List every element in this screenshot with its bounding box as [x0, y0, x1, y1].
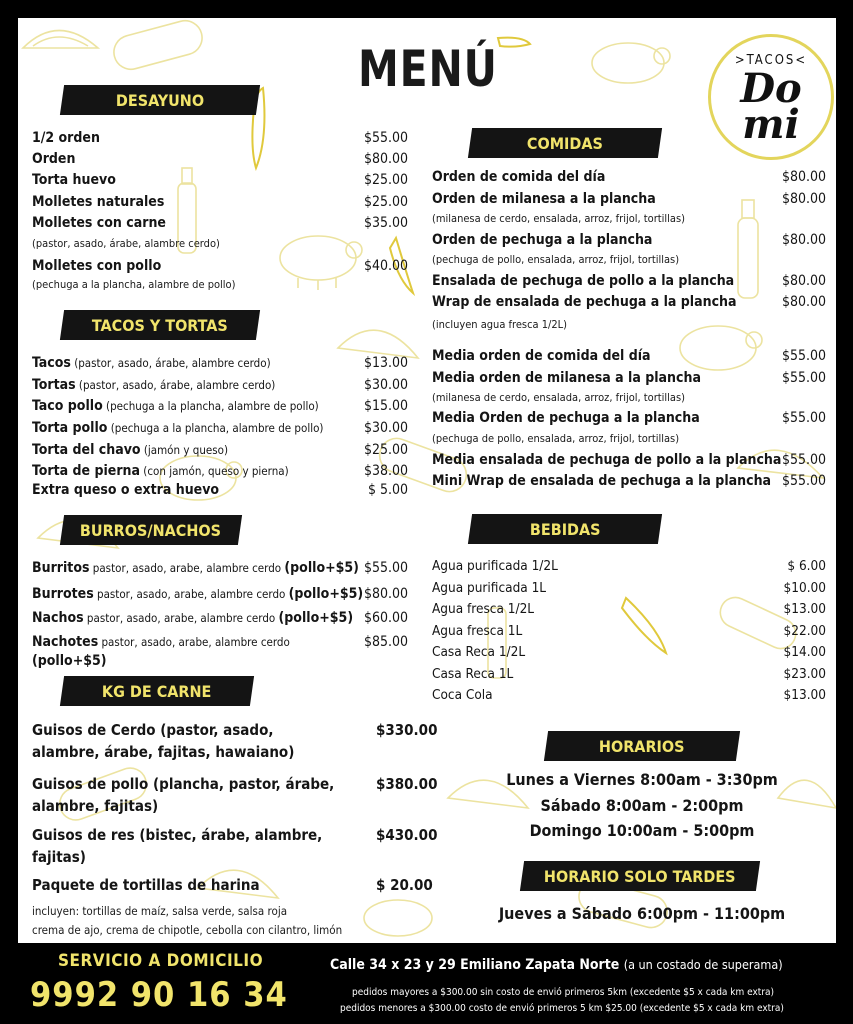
menu-item: Torta de pierna (con jamón, queso y pierna) $38.00	[32, 463, 408, 479]
page-title: MENÚ	[358, 40, 498, 98]
kg-note: crema de ajo, crema de chipotle, cebolla con cilantro, limón	[32, 923, 343, 937]
logo-line-2: mi	[742, 101, 800, 148]
section-heading-tacos-tortas: TACOS Y TORTAS	[60, 310, 260, 340]
menu-item: Taco pollo (pechuga a la plancha, alambre de pollo) $15.00	[32, 398, 408, 414]
menu-item: Casa Reca 1L $23.00	[432, 666, 826, 682]
item-note: (incluyen agua fresca 1/2L)	[432, 318, 568, 331]
menu-item: Casa Reca 1/2L $14.00	[432, 644, 826, 660]
tacos-domi-logo	[708, 34, 834, 160]
section-heading-bebidas: BEBIDAS	[468, 514, 662, 544]
menu-item: Burrotes pastor, asado, arabe, alambre cerdo (pollo+$5) $80.00	[32, 586, 408, 602]
section-heading-comidas: COMIDAS	[468, 128, 662, 158]
delivery-footer	[0, 943, 853, 1024]
item-note: (milanesa de cerdo, ensalada, arroz, frijol, tortillas)	[432, 391, 685, 404]
menu-item: Media orden de comida del día $55.00	[432, 348, 826, 364]
phone-number: 9992 90 16 34	[30, 975, 288, 1015]
item-note: (pastor, asado, árabe, alambre cerdo)	[32, 237, 220, 250]
item-note: (pechuga de pollo, ensalada, arroz, frijol, tortillas)	[432, 432, 680, 445]
menu-item: Extra queso o extra huevo $ 5.00	[32, 482, 408, 498]
delivery-note: pedidos menores a $300.00 costo de envió primeros 5 km $25.00 (excedente $5 x cada km extra)	[340, 1003, 784, 1014]
delivery-note: pedidos mayores a $300.00 sin costo de envió primeros 5km (excedente $5 x cada km extra)	[352, 987, 775, 998]
menu-item: Guisos de res (bistec, árabe, alambre, fajitas)	[32, 826, 323, 866]
menu-item: Guisos de Cerdo (pastor, asado, alambre, árabe, fajitas, hawaiano)	[32, 721, 295, 761]
taco-icon	[23, 31, 98, 49]
hours-line: Lunes a Viernes 8:00am - 3:30pm	[506, 770, 778, 789]
menu-item: Agua purificada 1/2L $ 6.00	[432, 558, 826, 574]
logo-line-1: Do	[740, 65, 802, 112]
menu-item: Molletes con pollo $40.00	[32, 258, 408, 274]
section-heading-horarios: HORARIOS	[544, 731, 740, 761]
logo-wordmark	[711, 65, 831, 148]
section-heading-kg-carne: KG DE CARNE	[60, 676, 254, 706]
section-heading-horario-tardes: HORARIO SOLO TARDES	[520, 861, 760, 891]
menu-item: Wrap de ensalada de pechuga a la plancha $80.00	[432, 294, 826, 310]
chili-icon	[498, 38, 530, 47]
menu-item: 1/2 orden $55.00	[32, 130, 408, 146]
burrito-icon	[110, 18, 206, 73]
menu-item: Nachos pastor, asado, arabe, alambre cerdo (pollo+$5) $60.00	[32, 610, 408, 626]
menu-item: Media ensalada de pechuga de pollo a la plancha $55.00	[432, 452, 826, 468]
menu-item: Mini Wrap de ensalada de pechuga a la plancha $55.00	[432, 473, 826, 489]
item-price: $430.00	[376, 826, 438, 844]
menu-item: Torta huevo $25.00	[32, 172, 408, 188]
menu-item: Orden $80.00	[32, 151, 408, 167]
menu-item: Ensalada de pechuga de pollo a la plancha $80.00	[432, 273, 826, 289]
menu-item: Guisos de pollo (plancha, pastor, árabe, alambre, fajitas)	[32, 775, 335, 815]
item-note: (pechuga a la plancha, alambre de pollo)	[32, 278, 236, 291]
menu-item: Molletes con carne $35.00	[32, 215, 408, 231]
menu-item: Agua fresca 1/2L $13.00	[432, 601, 826, 617]
delivery-label: SERVICIO A DOMICILIO	[58, 951, 264, 971]
menu-item: Coca Cola $13.00	[432, 687, 826, 703]
kg-note: incluyen: tortillas de maíz, salsa verde, salsa roja	[32, 904, 288, 918]
menu-item: Orden de pechuga a la plancha $80.00	[432, 232, 826, 248]
menu-item: Burritos pastor, asado, arabe, alambre cerdo (pollo+$5) $55.00	[32, 560, 408, 576]
pig-icon	[364, 900, 432, 936]
item-note: (pechuga de pollo, ensalada, arroz, frijol, tortillas)	[432, 253, 680, 266]
item-price: $380.00	[376, 775, 438, 793]
menu-item: Molletes naturales $25.00	[32, 194, 408, 210]
menu-item: Torta del chavo (jamón y queso) $25.00	[32, 442, 408, 458]
section-heading-burros-nachos: BURROS/NACHOS	[60, 515, 242, 545]
hours-line: Sábado 8:00am - 2:00pm	[540, 796, 744, 815]
pig-icon	[592, 43, 670, 83]
menu-item: Media orden de milanesa a la plancha $55.00	[432, 370, 826, 386]
menu-item: Orden de milanesa a la plancha $80.00	[432, 191, 826, 207]
menu-item: Torta pollo (pechuga a la plancha, alambre de pollo) $30.00	[32, 420, 408, 436]
item-note: (milanesa de cerdo, ensalada, arroz, frijol, tortillas)	[432, 212, 685, 225]
menu-item: Tacos (pastor, asado, árabe, alambre cerdo) $13.00	[32, 355, 408, 371]
menu-item: Agua purificada 1L $10.00	[432, 580, 826, 596]
section-heading-desayuno: DESAYUNO	[60, 85, 260, 115]
address: Calle 34 x 23 y 29 Emiliano Zapata Norte (a un costado de superama)	[330, 957, 783, 973]
hours-line: Jueves a Sábado 6:00pm - 11:00pm	[498, 904, 786, 923]
hours-line: Domingo 10:00am - 5:00pm	[529, 821, 755, 840]
menu-item: Nachotes pastor, asado, arabe, alambre cerdo (pollo+$5) $85.00	[32, 634, 408, 669]
menu-item: Agua fresca 1L $22.00	[432, 623, 826, 639]
item-price: $330.00	[376, 721, 438, 739]
item-price: $ 20.00	[376, 876, 433, 894]
menu-item: Orden de comida del día $80.00	[432, 169, 826, 185]
menu-item: Paquete de tortillas de harina	[32, 876, 260, 894]
menu-item: Tortas (pastor, asado, árabe, alambre cerdo) $30.00	[32, 377, 408, 393]
menu-paper	[18, 18, 836, 943]
logo-top-text: >TACOS<	[734, 53, 808, 68]
menu-item: Media Orden de pechuga a la plancha $55.00	[432, 410, 826, 426]
